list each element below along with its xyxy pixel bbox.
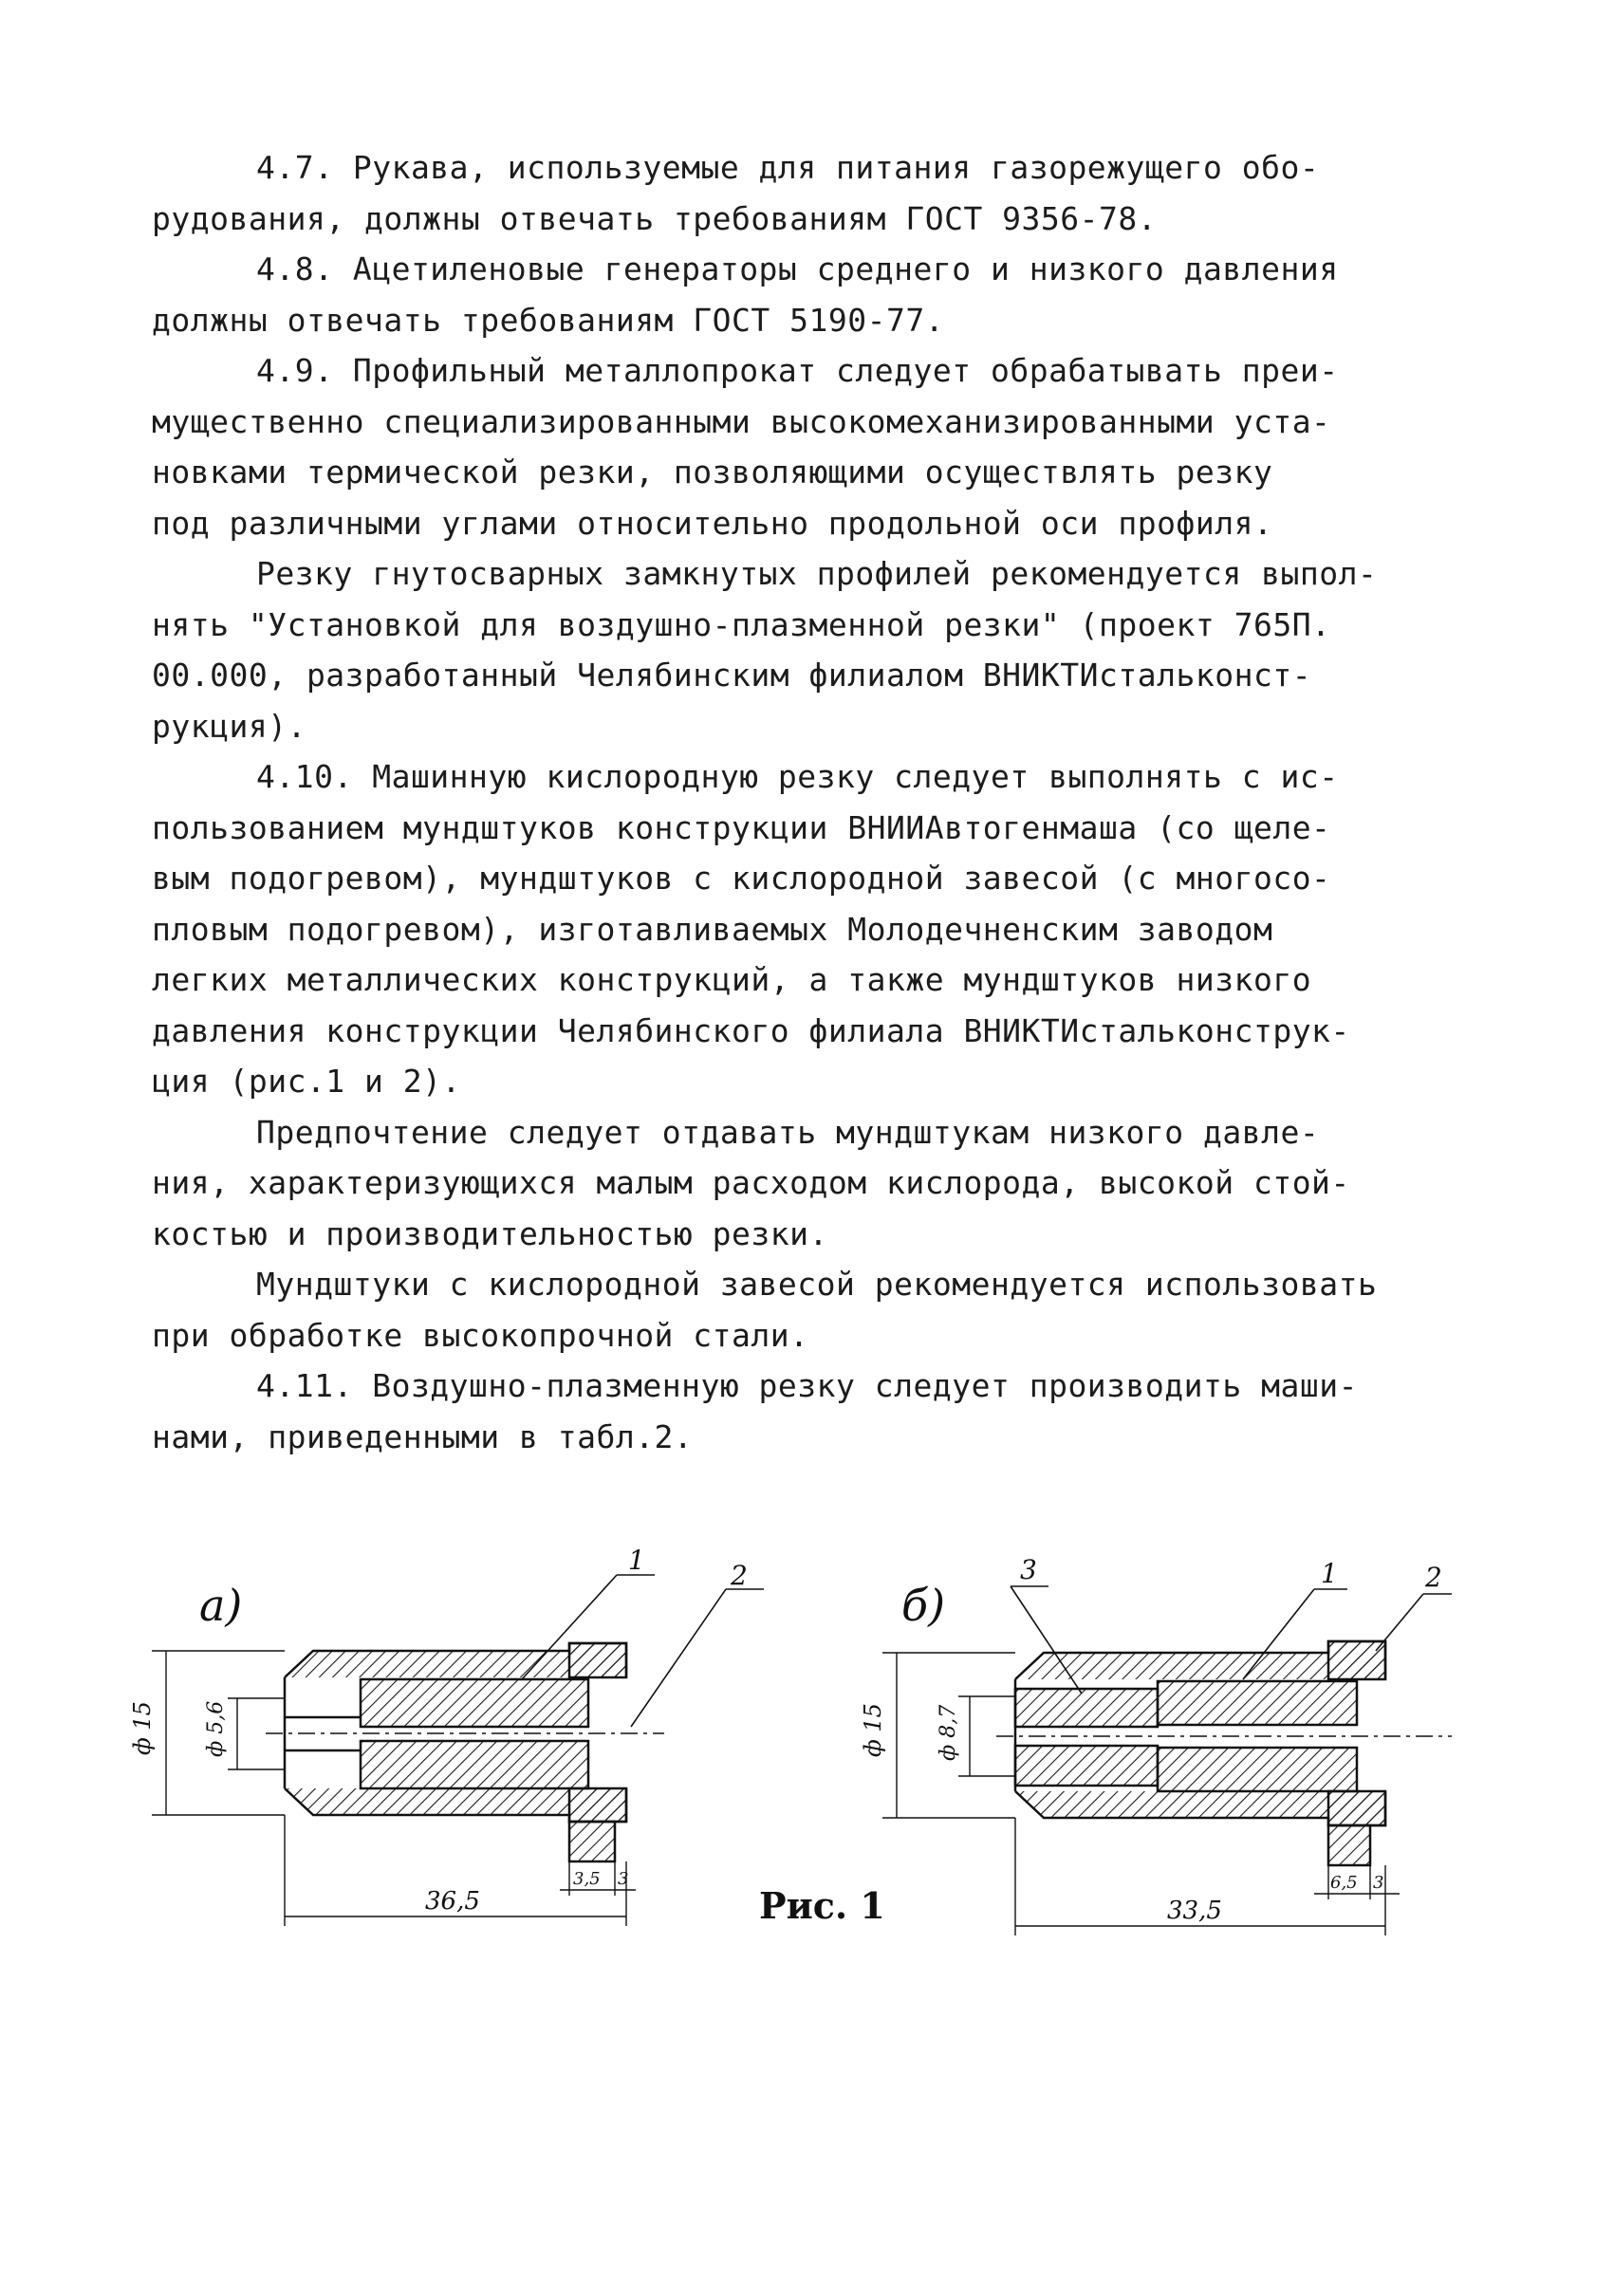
p410b-line-1: Предпочтение следует отдавать мундштукам низкого давле- [256, 1113, 1320, 1151]
p411-line-2: нами, приведенными в табл.2. [152, 1417, 694, 1455]
nozzle-a-dim-inner: ф 5,6 [204, 1700, 228, 1757]
p410-line-7: ция (рис.1 и 2). [152, 1063, 461, 1100]
p49-line-3: новками термической резки, позволяющими осуществлять резку [152, 454, 1273, 491]
nozzle-a-label: а) [199, 1580, 243, 1631]
p47-line-1: 4.7. Рукава, используемые для питания газорежущего обо- [256, 149, 1320, 186]
nozzle-a-callout-1: 1 [628, 1545, 645, 1576]
p49b-line-4: рукция). [152, 707, 306, 745]
p49-line-1: 4.9. Профильный металлопрокат следует обрабатывать преи- [256, 352, 1339, 389]
nozzle-b-drawing [882, 1586, 1452, 1935]
document-body [152, 142, 1423, 1462]
nozzle-b-callout-3: 3 [1020, 1554, 1037, 1585]
nozzle-b-dim-length: 33,5 [1167, 1897, 1222, 1925]
nozzle-b-dim-step-a: 6,5 [1330, 1873, 1358, 1893]
p410-line-6: давления конструкции Челябинского филиала ВНИКТИстальконструк- [152, 1011, 1350, 1049]
p410-line-5: легких металлических конструкций, а также мундштуков низкого [152, 961, 1312, 998]
nozzle-a-dim-step-b: 3 [618, 1869, 629, 1889]
p49-line-2: мущественно специализированными высокомеханизированными уста- [152, 402, 1331, 440]
p410c-line-1: Мундштуки с кислородной завесой рекомендуется использовать [256, 1266, 1378, 1303]
p410-line-3: вым подогревом), мундштуков с кислородной завесой (с многосо- [152, 860, 1331, 897]
nozzle-b-callout-1: 1 [1321, 1558, 1338, 1589]
nozzle-b-callout-2: 2 [1425, 1562, 1442, 1593]
nozzle-b-dim-outer: ф 15 [860, 1703, 886, 1757]
p410b-line-3: костью и производительностью резки. [152, 1214, 828, 1252]
p410-line-2: пользованием мундштуков конструкции ВНИИАвтогенмаша (со щеле- [152, 808, 1331, 846]
nozzle-b-dim-inner: ф 8,7 [937, 1704, 960, 1761]
p410c-line-2: при обработке высокопрочной стали. [152, 1316, 809, 1354]
figure-1 [123, 1537, 1461, 1983]
nozzle-a-drawing [152, 1575, 764, 1926]
p49b-line-2: нять "Установкой для воздушно-плазменной резки" (проект 765П. [152, 605, 1331, 643]
p48-line-2: должны отвечать требованиям ГОСТ 5190-77. [152, 301, 945, 339]
nozzle-b-dim-step-b: 3 [1373, 1873, 1384, 1893]
p411-line-1: 4.11. Воздушно-плазменную резку следует производить маши- [256, 1367, 1358, 1404]
p410-line-1: 4.10. Машинную кислородную резку следует выполнять с ис- [256, 758, 1339, 795]
p47-line-2: рудования, должны отвечать требованиям ГОСТ 9356-78. [152, 199, 1158, 237]
p49-line-4: под различными углами относительно продольной оси профиля. [152, 504, 1273, 542]
nozzle-a-dim-step-a: 3,5 [573, 1869, 601, 1889]
p48-line-1: 4.8. Ацетиленовые генераторы среднего и низкого давления [256, 250, 1339, 287]
p410b-line-2: ния, характеризующихся малым расходом кислорода, высокой стой- [152, 1164, 1350, 1201]
nozzle-a-dim-length: 36,5 [425, 1887, 480, 1916]
nozzle-b-label: б) [901, 1580, 946, 1631]
nozzle-a-callout-2: 2 [731, 1560, 748, 1591]
p410-line-4: пловым подогревом), изготавливаемых Молодечненским заводом [152, 910, 1273, 948]
p49b-line-3: 00.000, разработанный Челябинским филиалом ВНИКТИстальконст- [152, 657, 1312, 694]
figure-drawing [123, 1537, 1461, 1983]
p49b-line-1: Резку гнутосварных замкнутых профилей рекомендуется выпол- [256, 555, 1378, 592]
nozzle-a-dim-outer: ф 15 [129, 1701, 156, 1755]
figure-caption: Рис. 1 [759, 1884, 885, 1927]
